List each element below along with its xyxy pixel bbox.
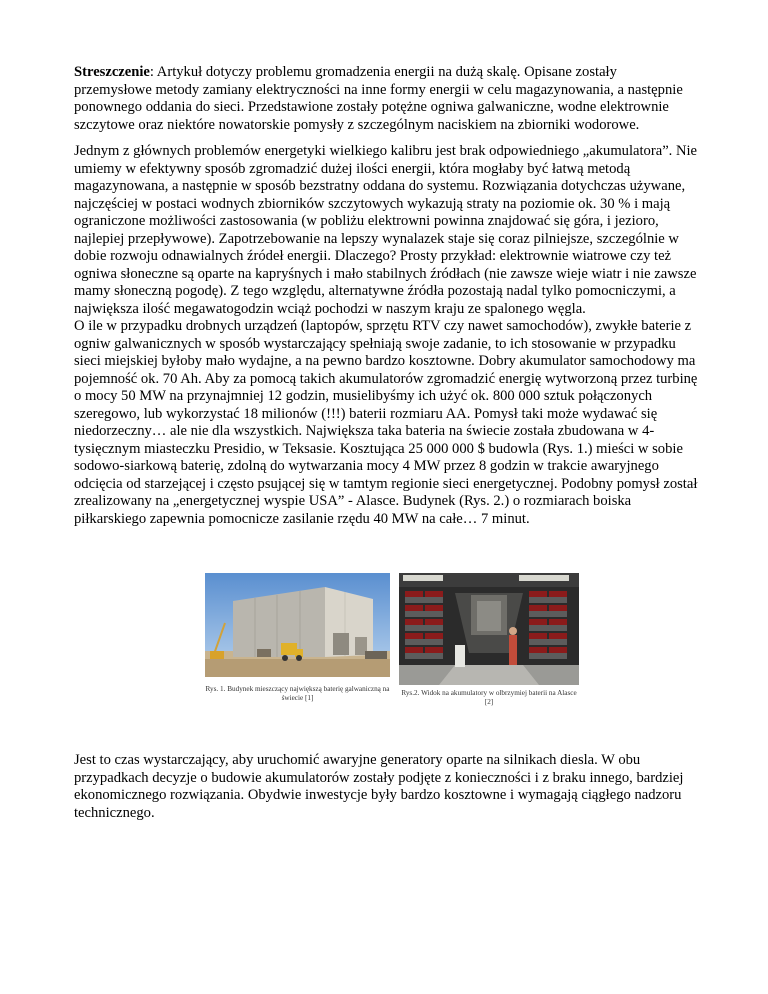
body-paragraph-1: Jednym z głównych problemów energetyki wielkiego kalibru jest brak odpowiedniego „akumulatora”. Nie umiemy w efektywny sposób zgromadzić dużej ilości energii, która mogłaby być łatwą metodą magazynowana, a następnie w sposób bezstratny oddana do systemu. Rozwiązania dotychczas używane, najczęściej w postaci wodnych zbiorników szczytowych wykazują straty na poziomie ok. 30 % i mają ograniczone możliwości zastosowania (w pobliżu elektrowni powinna znajdować się góra, i jezioro, najlepiej przepływowe). Zapotrzebowanie na lepszy wynalazek staje się coraz pilniejsze, szczególnie w dobie rozwoju odnawialnych źródeł energii. Dlaczego? Prosty przykład: elektrownie wiatrowe czy też ogniwa słoneczne są oparte na kapryśnych i mało stabilnych źródłach (nie zawsze wieje wiatr i nie zawsze mamy słoneczną pogodę). Z tego względu, alternatywne źródła pozostają nadal tylko pomocniczymi, a największa ilość megawatogodzin wciąż pochodzi w naszym kraju ze spalonego węgla.	[74, 143, 698, 317]
abstract-text: : Artykuł dotyczy problemu gromadzenia energii na dużą skalę. Opisane zostały przemysłowe metody zamiany elektryczności na inne formy energii w celu magazynowania, a następnie ponownego oddania do sieci. Przedstawione zostały potężne ogniwa galwaniczne, wodne elektrownie szczytowe oraz niektóre nowatorskie pomysły z szczególnym naciskiem na zbiorniki wodorowe.	[74, 64, 683, 133]
article-body	[74, 64, 698, 537]
body-paragraph-3: Jest to czas wystarczający, aby uruchomić awaryjne generatory oparte na silnikach diesla. W obu przypadkach decyzje o budowie akumulatorów zostały podjęte z konieczności i z braku innego, bardziej ekonomicznego rozwiązania. Obydwie inwestycje były bardzo kosztowne i wymagają ciągłego nadzoru technicznego.	[74, 752, 684, 821]
figure-2	[399, 573, 579, 707]
body-paragraph-2: O ile w przypadku drobnych urządzeń (laptopów, sprzętu RTV czy nawet samochodów), zwykłe baterie z ogniw galwanicznych w sposób wystarczający spełniają swoje zadanie, to ich stosowanie w przypadku sieci miejskiej byłoby mało wydajne, a na pewno bardzo kosztowne. Dobry akumulator samochodowy ma pojemność ok. 70 Ah. Aby za pomocą takich akumulatorów zgromadzić energię wytworzoną przez turbinę o mocy 50 MW na przynajmniej 12 godzin, musielibyśmy ich użyć ok. 800 000 sztuk połączonych szeregowo, lub wykorzystać 18 milionów (!!!) baterii rozmiaru AA. Pomysł taki może wydawać się niedorzeczny… ale nie dla wszystkich. Największa taka bateria na świecie została zbudowana w 4-tysięcznym miasteczku Presidio, w Teksasie. Kosztująca 25 000 000 $ budowla (Rys. 1.) mieści w sobie sodowo-siarkową baterię, zdolną do wytwarzania mocy 4 MW przez 8 godzin w trakcie awaryjnego odcięcia od starzejącej i często psującej się w tamtym regionie sieci energetycznej. Podobny pomysł został zrealizowany na „energetycznej wyspie USA” - Alasce. Budynek (Rys. 2.) o rozmiarach boiska piłkarskiego zapewnia pomocnicze zasilanie rzędu 40 MW na całe… 7 minut.	[74, 318, 698, 527]
abstract-paragraph	[74, 64, 698, 134]
abstract-label: Streszczenie	[74, 64, 150, 80]
figure-1-caption: Rys. 1. Budynek mieszczący największą baterię galwaniczną na świecie [1]	[205, 685, 390, 702]
battery-hall-photo	[399, 573, 579, 685]
closing-section	[74, 752, 698, 822]
battery-building-photo	[205, 573, 390, 677]
figures-row	[205, 573, 585, 733]
figure-2-caption: Rys.2. Widok na akumulatory w olbrzymiej baterii na Alasce [2]	[401, 689, 577, 706]
figure-1	[205, 573, 390, 703]
